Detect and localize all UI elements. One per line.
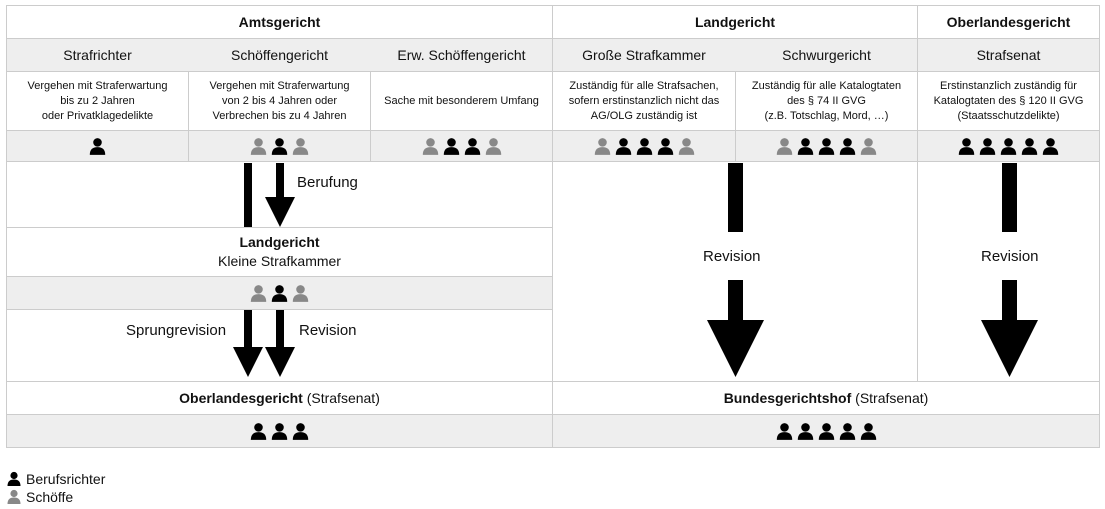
kleine-strafkammer-box [7,228,552,276]
berufsrichter-icon [463,137,482,156]
desc-line: (z.B. Totschlag, Mord, …) [764,109,889,122]
kleine-strafkammer-subtitle: Kleine Strafkammer [218,253,341,269]
berufsrichter-icon [291,422,310,441]
bgh-name: Bundesgerichtshof [723,390,852,406]
desc-line: Verbrechen bis zu 4 Jahren [212,109,347,122]
desc-line: sofern erstinstanzlich nicht das [568,94,720,107]
court-schwurgericht: Schwurgericht [782,47,871,63]
berufsrichter-icon [635,137,654,156]
court-strafrichter: Strafrichter [63,47,132,63]
berufsrichter-icon [796,422,815,441]
schoeffe-icon [249,137,268,156]
berufsrichter-icon [838,422,857,441]
berufsrichter-icon [88,137,107,156]
berufsrichter-icon [614,137,633,156]
berufsrichter-icon [656,137,675,156]
bottom-olg [7,382,552,414]
panel-kleine-strafkammer [7,277,552,309]
desc-line: AG/OLG zuständig ist [590,109,698,122]
berufsrichter-icon [817,422,836,441]
desc-line: Zuständig für alle Katalogtaten [751,79,902,92]
desc-line: Erstinstanzlich zuständig für [940,79,1077,92]
legend-berufsrichter [6,470,105,488]
desc-line: Sache mit besonderem Umfang [384,94,539,107]
desc-line: bis zu 2 Jahren [60,94,135,107]
schoeffe-icon [859,137,878,156]
berufsrichter-icon [957,137,976,156]
schoeffe-icon [775,137,794,156]
berufsrichter-icon [442,137,461,156]
panel-schoeffengericht [189,131,370,161]
bottom-bgh [553,382,1099,414]
schoeffe-icon [291,284,310,303]
legend-berufsrichter-label: Berufsrichter [26,471,106,487]
desc-erw-schoeffengericht [371,72,552,130]
panel-schwurgericht [736,131,917,161]
court-strafsenat: Strafsenat [976,47,1041,63]
berufsrichter-icon [775,422,794,441]
desc-line: oder Privatklagedelikte [41,109,154,122]
panel-grosse-strafkammer [553,131,735,161]
label-revision-mid: Revision [703,248,761,265]
berufsrichter-icon [249,422,268,441]
berufsrichter-icon [1020,137,1039,156]
kleine-strafkammer-title: Landgericht [239,234,320,250]
desc-line: des § 74 II GVG [787,94,866,107]
berufsrichter-icon [270,422,289,441]
bgh-suffix: (Strafsenat) [851,390,929,406]
berufsrichter-icon [838,137,857,156]
court-schoeffengericht: Schöffengericht [230,47,329,63]
berufsrichter-icon [270,284,289,303]
desc-line: von 2 bis 4 Jahren oder [222,94,337,107]
legend [6,470,105,506]
desc-line: Vergehen mit Straferwartung [27,79,168,92]
label-berufung: Berufung [297,174,358,191]
berufsrichter-icon [270,137,289,156]
panel-bgh [553,415,1099,447]
schoeffe-icon [6,489,22,505]
berufsrichter-icon [1041,137,1060,156]
label-sprungrevision: Sprungrevision [126,322,227,339]
header-oberlandesgericht: Oberlandesgericht [946,14,1071,30]
header-amtsgericht: Amtsgericht [238,14,321,30]
desc-schwurgericht [736,72,917,130]
legend-schoeffe [6,488,105,506]
schoeffe-icon [593,137,612,156]
panel-strafrichter [7,131,188,161]
schoeffe-icon [677,137,696,156]
berufsrichter-icon [6,471,22,487]
desc-grosse-strafkammer [553,72,735,130]
schoeffe-icon [421,137,440,156]
olg-suffix: (Strafsenat) [302,390,380,406]
desc-line: (Staatsschutzdelikte) [957,109,1060,122]
panel-strafsenat [918,131,1099,161]
desc-schoeffengericht [189,72,370,130]
berufsrichter-icon [999,137,1018,156]
desc-line: Vergehen mit Straferwartung [209,79,350,92]
header-landgericht: Landgericht [694,14,776,30]
desc-line: Katalogtaten des § 120 II GVG [933,94,1084,107]
desc-line: Zuständig für alle Strafsachen, [569,79,719,92]
berufsrichter-icon [859,422,878,441]
panel-olg [7,415,552,447]
label-revision-right: Revision [981,248,1039,265]
schoeffe-icon [484,137,503,156]
court-erw-schoeffengericht: Erw. Schöffengericht [397,47,526,63]
berufsrichter-icon [978,137,997,156]
panel-erw-schoeffengericht [371,131,552,161]
desc-strafrichter [7,72,188,130]
court-grosse-strafkammer: Große Strafkammer [582,47,706,63]
schoeffe-icon [291,137,310,156]
berufsrichter-icon [796,137,815,156]
schoeffe-icon [249,284,268,303]
legend-schoeffe-label: Schöffe [26,489,74,505]
berufsrichter-icon [817,137,836,156]
label-revision-left: Revision [299,322,357,339]
desc-strafsenat [918,72,1099,130]
olg-name: Oberlandesgericht [179,390,303,406]
